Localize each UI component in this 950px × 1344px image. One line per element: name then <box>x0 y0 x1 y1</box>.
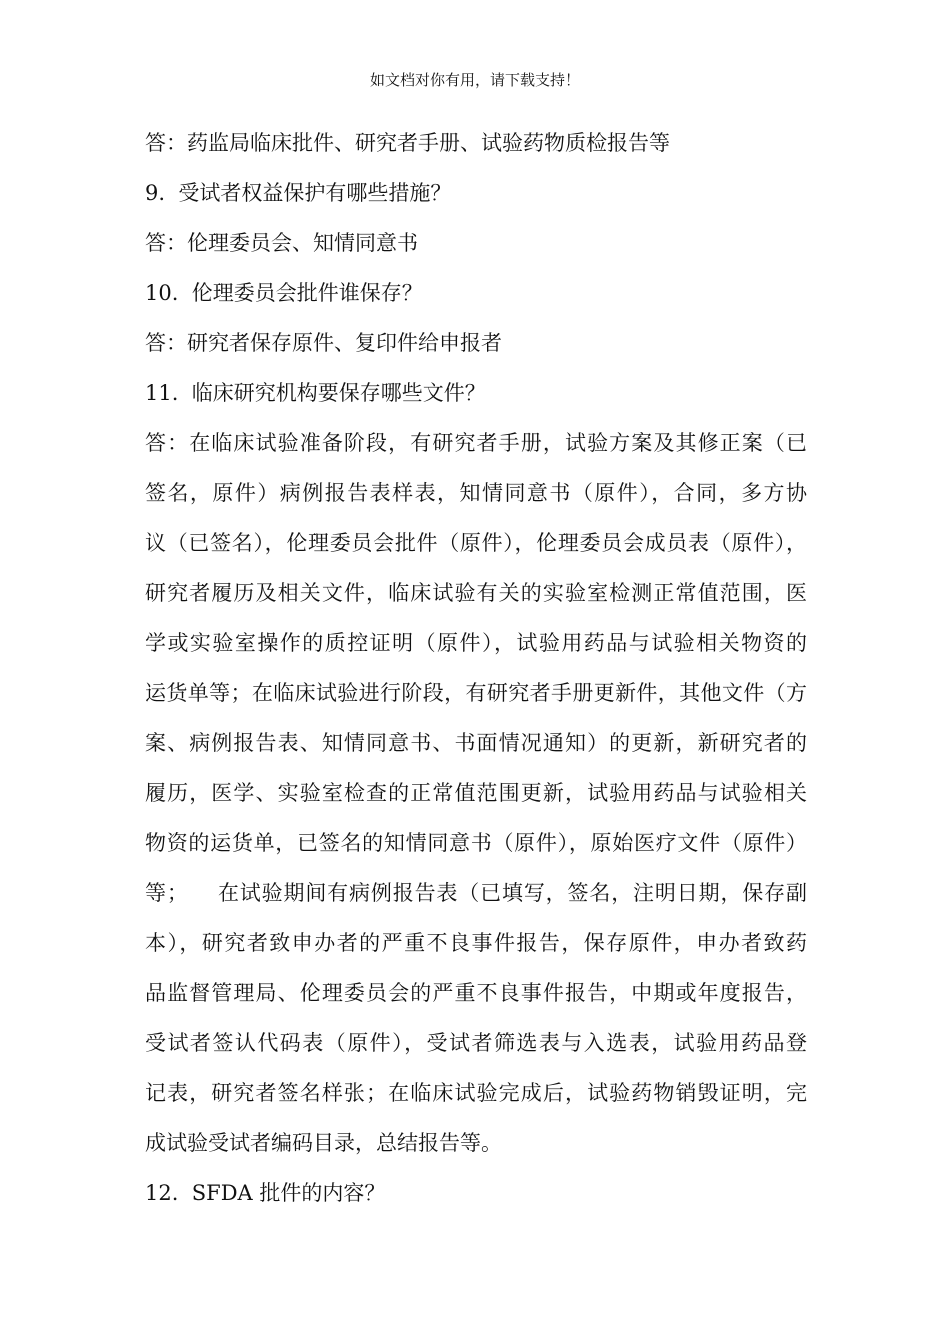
question-9: 9. 受试者权益保护有哪些措施？ <box>145 181 452 205</box>
answer-9: 答：伦理委员会、知情同意书 <box>145 231 418 255</box>
answer-10: 答：研究者保存原件、复印件给申报者 <box>145 331 502 355</box>
answer-11-line: 学或实验室操作的质控证明（原件），试验用药品与试验相关物资的 <box>145 631 807 655</box>
answer-11-line: 答：在临床试验准备阶段，有研究者手册，试验方案及其修正案（已 <box>145 431 807 455</box>
answer-11-line: 物资的运货单，已签名的知情同意书（原件），原始医疗文件（原件） <box>145 831 807 855</box>
answer-line: 答：药监局临床批件、研究者手册、试验药物质检报告等 <box>145 131 670 155</box>
answer-11-line: 运货单等；在临床试验进行阶段，有研究者手册更新件，其他文件（方 <box>145 681 807 705</box>
answer-11-line: 履历，医学、实验室检查的正常值范围更新，试验用药品与试验相关 <box>145 781 807 805</box>
answer-11-line: 议（已签名），伦理委员会批件（原件），伦理委员会成员表（原件）， <box>145 531 807 555</box>
question-11: 11. 临床研究机构要保存哪些文件？ <box>145 381 486 405</box>
answer-11-line: 受试者签认代码表（原件），受试者筛选表与入选表，试验用药品登 <box>145 1031 807 1055</box>
answer-11-line: 记表，研究者签名样张；在临床试验完成后，试验药物销毁证明，完 <box>145 1081 807 1105</box>
answer-11-line: 研究者履历及相关文件，临床试验有关的实验室检测正常值范围，医 <box>145 581 807 605</box>
answer-11-line: 本），研究者致申办者的严重不良事件报告，保存原件，申办者致药 <box>145 931 807 955</box>
question-12: 12. SFDA 批件的内容？ <box>145 1181 386 1205</box>
answer-11-last-line: 成试验受试者编码目录，总结报告等。 <box>145 1131 502 1155</box>
page-header: 如文档对你有用，请下载支持！ <box>369 71 580 89</box>
answer-11-line: 签名，原件）病例报告表样表，知情同意书（原件），合同，多方协 <box>145 481 807 505</box>
question-10: 10. 伦理委员会批件谁保存？ <box>145 281 423 305</box>
answer-11-line: 等； 在试验期间有病例报告表（已填写，签名，注明日期，保存副 <box>145 881 807 905</box>
answer-11-line: 品监督管理局、伦理委员会的严重不良事件报告，中期或年度报告， <box>145 981 807 1005</box>
document-body <box>145 118 807 1218</box>
answer-11-line: 案、病例报告表、知情同意书、书面情况通知）的更新，新研究者的 <box>145 731 807 755</box>
